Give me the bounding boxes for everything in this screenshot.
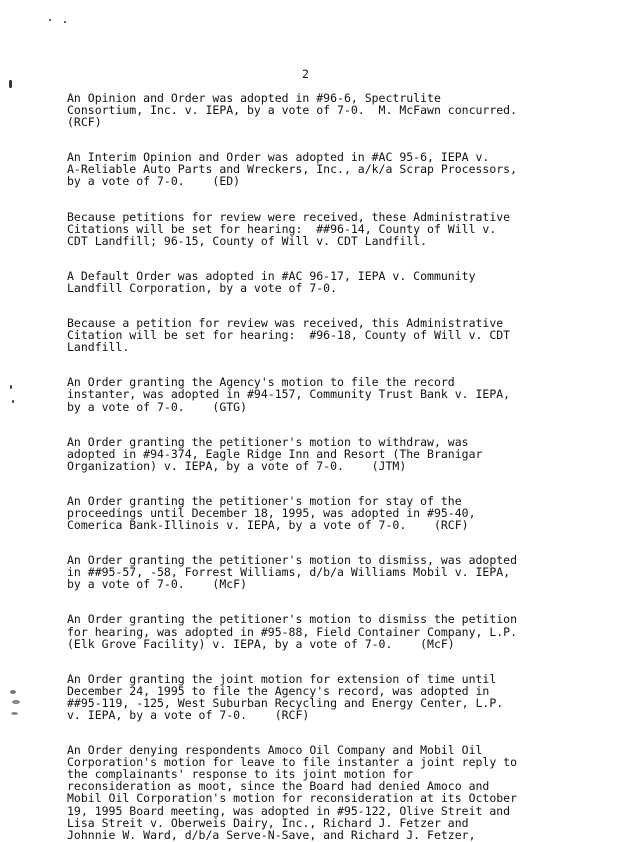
scan-speck xyxy=(10,385,12,389)
paragraph-line: ##95-119, -125, West Suburban Recycling and Energy Center, L.P. xyxy=(67,695,504,710)
paragraph xyxy=(67,92,615,128)
scan-speck xyxy=(12,400,14,403)
paragraph-line: the complainants' response to its joint motion for xyxy=(67,767,414,782)
paragraph xyxy=(67,744,615,841)
paragraph-line: adopted in #94-374, Eagle Ridge Inn and Resort (The Branigar xyxy=(67,446,483,461)
paragraph-line: An Opinion and Order was adopted in #96-6, Spectrulite xyxy=(67,91,441,105)
paragraph xyxy=(67,151,615,187)
paragraph xyxy=(67,211,615,247)
paragraph-line: in ##95-57, -58, Forrest Williams, d/b/a Williams Mobil v. IEPA, xyxy=(67,565,511,580)
paragraph xyxy=(67,376,615,412)
paragraph-line: An Order denying respondents Amoco Oil Company and Mobil Oil xyxy=(67,743,483,758)
paragraph-line: v. IEPA, by a vote of 7-0. (RCF) xyxy=(67,708,310,722)
paragraph-line: (RCF) xyxy=(67,115,102,130)
paragraph-line: An Order granting the petitioner's motion to dismiss the petition xyxy=(67,612,518,627)
scan-speck xyxy=(11,712,18,715)
paragraph-line: Landfill Corporation, by a vote of 7-0. xyxy=(67,280,338,295)
scan-speck xyxy=(9,80,12,88)
paragraph-line: Mobil Oil Corporation's motion for reconsideration at its October xyxy=(67,791,518,806)
paragraph-line: Johnnie W. Ward, d/b/a Serve-N-Save, and Richard J. Fetzer, xyxy=(67,827,476,842)
paragraph-line: Because a petition for review was received, this Administrative xyxy=(67,316,504,331)
paragraph xyxy=(67,495,615,531)
paragraph-line: (Elk Grove Facility) v. IEPA, by a vote of 7-0. (McF) xyxy=(67,636,455,651)
document-body xyxy=(67,92,615,841)
paragraph-line: An Order granting the petitioner's motion to withdraw, was xyxy=(67,434,469,449)
paragraph-line: Because petitions for review were received, these Administrative xyxy=(67,209,511,224)
scan-speck xyxy=(12,700,20,704)
paragraph xyxy=(67,436,615,472)
paragraph xyxy=(67,613,615,649)
paragraph-line: An Interim Opinion and Order was adopted in #AC 95-6, IEPA v. xyxy=(67,150,490,165)
scan-speck xyxy=(10,690,16,694)
paragraph xyxy=(67,270,615,294)
paragraph-line: Organization) v. IEPA, by a vote of 7-0. (JTM) xyxy=(67,458,407,473)
paragraph-line: An Order granting the joint motion for extension of time until xyxy=(67,671,497,686)
scan-speck xyxy=(49,19,51,21)
paragraph-line: An Order granting the petitioner's motion for stay of the xyxy=(67,493,462,508)
paragraph-line: by a vote of 7-0. (McF) xyxy=(67,577,248,592)
paragraph-line: Comerica Bank-Illinois v. IEPA, by a vote of 7-0. (RCF) xyxy=(67,518,469,533)
scan-speck xyxy=(64,21,66,23)
paragraph-line: proceedings until December 18, 1995, was adopted in #95-40, xyxy=(67,505,476,520)
paragraph-line: Consortium, Inc. v. IEPA, by a vote of 7-0. M. McFawn concurred. xyxy=(67,103,518,118)
paragraph-line: A-Reliable Auto Parts and Wreckers, Inc., a/k/a Scrap Processors, xyxy=(67,162,518,177)
paragraph-line: Citations will be set for hearing: ##96-14, County of Will v. xyxy=(67,221,497,236)
paragraph-line: by a vote of 7-0. (GTG) xyxy=(67,399,248,414)
paragraph-line: December 24, 1995 to file the Agency's record, was adopted in xyxy=(67,683,490,698)
paragraph-line: instanter, was adopted in #94-157, Community Trust Bank v. IEPA, xyxy=(67,387,511,402)
paragraph-line: Landfill. xyxy=(67,340,130,355)
paragraph-line: 19, 1995 Board meeting, was adopted in #95-122, Olive Streit and xyxy=(67,803,511,818)
paragraph xyxy=(67,554,615,590)
paragraph-line: A Default Order was adopted in #AC 96-17, IEPA v. Community xyxy=(67,268,476,283)
paragraph xyxy=(67,673,615,721)
paragraph-line: Citation will be set for hearing: #96-18, County of Will v. CDT xyxy=(67,328,511,343)
paragraph-line: An Order granting the Agency's motion to file the record xyxy=(67,375,455,390)
page-number: 2 xyxy=(302,67,309,81)
paragraph-line: for hearing, was adopted in #95-88, Field Container Company, L.P. xyxy=(67,624,518,639)
paragraph-line: CDT Landfill; 96-15, County of Will v. CDT Landfill. xyxy=(67,233,428,248)
paragraph-line: reconsideration as moot, since the Board had denied Amoco and xyxy=(67,779,490,794)
paragraph xyxy=(67,317,615,353)
paragraph-line: Lisa Streit v. Oberweis Dairy, Inc., Richard J. Fetzer and xyxy=(67,815,469,830)
paragraph-line: An Order granting the petitioner's motion to dismiss, was adopted xyxy=(67,553,518,568)
paragraph-line: by a vote of 7-0. (ED) xyxy=(67,174,241,189)
paragraph-line: Corporation's motion for leave to file instanter a joint reply to xyxy=(67,755,518,770)
